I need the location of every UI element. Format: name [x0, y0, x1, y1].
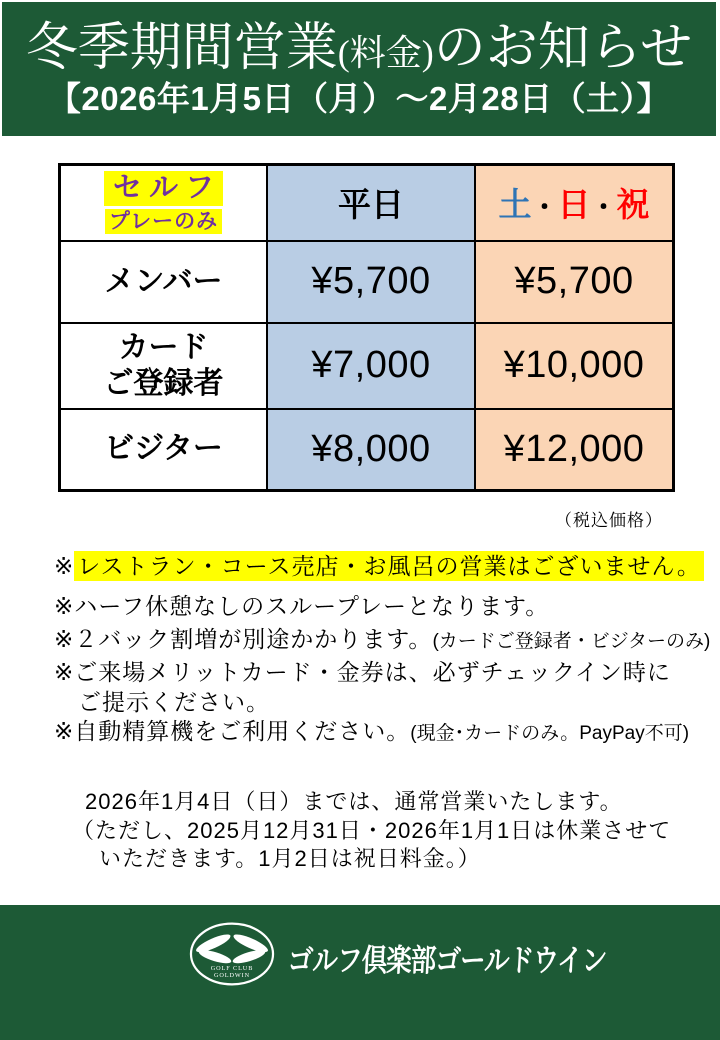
note-marker: ※	[54, 553, 75, 579]
row-label-text: ビジター	[104, 432, 223, 466]
row-label-text: カード	[118, 330, 209, 364]
sunday-label: 日	[557, 186, 591, 224]
table-row-member	[60, 241, 674, 323]
tax-included-note: （税込価格）	[555, 511, 663, 530]
visitor-weekday-price: ¥8,000	[267, 409, 475, 491]
footer-banner	[0, 905, 720, 1040]
separator-dot: ・	[590, 192, 617, 223]
page-title	[25, 20, 693, 77]
logo-text-golf-club: GOLF CLUB	[210, 965, 254, 973]
title-main-1: 冬季期間営業	[25, 20, 338, 77]
golf-club-logo-icon	[186, 921, 278, 987]
member-weekday-price: ¥5,700	[267, 241, 475, 323]
holiday-label: 祝	[616, 186, 650, 224]
closing-line-2: （ただし、2025月12月31日・2026年1月1日は休業させて	[72, 817, 672, 843]
note-main-text: ※自動精算機をご利用ください。	[54, 718, 411, 744]
closing-line-1: 2026年1月4日（日）までは、通常営業いたします。	[85, 789, 623, 814]
weekday-column-header: 平日	[267, 165, 475, 241]
title-paren: (料金)	[337, 33, 434, 73]
closing-paragraph	[72, 788, 671, 874]
row-label-text: メンバー	[104, 264, 223, 298]
card-holder-label-cell	[60, 323, 268, 409]
title-main-2: のお知らせ	[433, 20, 693, 77]
note-line-2: ご提示ください。	[78, 689, 270, 715]
separator-dot: ・	[531, 192, 558, 223]
member-label-cell	[60, 241, 268, 323]
price-table	[58, 163, 675, 492]
note-highlight-text: レストラン・コース売店・お風呂の営業はございません。	[74, 551, 704, 581]
card-holder-weekend-price: ¥10,000	[475, 323, 674, 409]
note-paren-text: (カードご登録者・ビジターのみ)	[432, 631, 711, 652]
note-auto-checkout	[54, 716, 689, 749]
closing-line-3: いただきます。1月2日は祝日料金。）	[99, 846, 481, 871]
note-paren-text: (現金･カードのみ。PayPay不可)	[410, 723, 690, 744]
table-row-card-holder	[60, 323, 674, 409]
club-name-text: ゴルフ倶楽部ゴールドウイン	[287, 943, 608, 978]
table-row-visitor	[60, 409, 674, 491]
table-header-row	[60, 165, 674, 241]
saturday-label: 土	[498, 186, 532, 224]
row-label-text-2: ご登録者	[103, 366, 224, 400]
visitor-weekend-price: ¥12,000	[475, 409, 674, 491]
note-merit-card	[54, 657, 671, 717]
note-main-text: ※２バック割増が別途かかります。	[54, 626, 433, 652]
note-two-bag-surcharge	[54, 624, 710, 657]
note-line-1: ※ご来場メリットカード・金券は、必ずチェックイン時に	[54, 659, 671, 685]
card-holder-weekday-price: ¥7,000	[267, 323, 475, 409]
member-weekend-price: ¥5,700	[475, 241, 674, 323]
header-banner	[2, 2, 716, 136]
play-only-label: プレーのみ	[105, 209, 222, 234]
note-through-play: ※ハーフ休憩なしのスループレーとなります。	[54, 593, 550, 619]
note-no-restaurant	[54, 551, 704, 581]
visitor-label-cell	[60, 409, 268, 491]
date-range-subtitle: 【2026年1月5日（月）～2月28日（土）】	[47, 80, 671, 117]
self-label: セルフ	[104, 171, 223, 206]
logo-text-goldwin: GOLDWIN	[213, 972, 251, 980]
weekend-column-header	[475, 165, 674, 241]
corner-cell-self-play	[60, 165, 268, 241]
